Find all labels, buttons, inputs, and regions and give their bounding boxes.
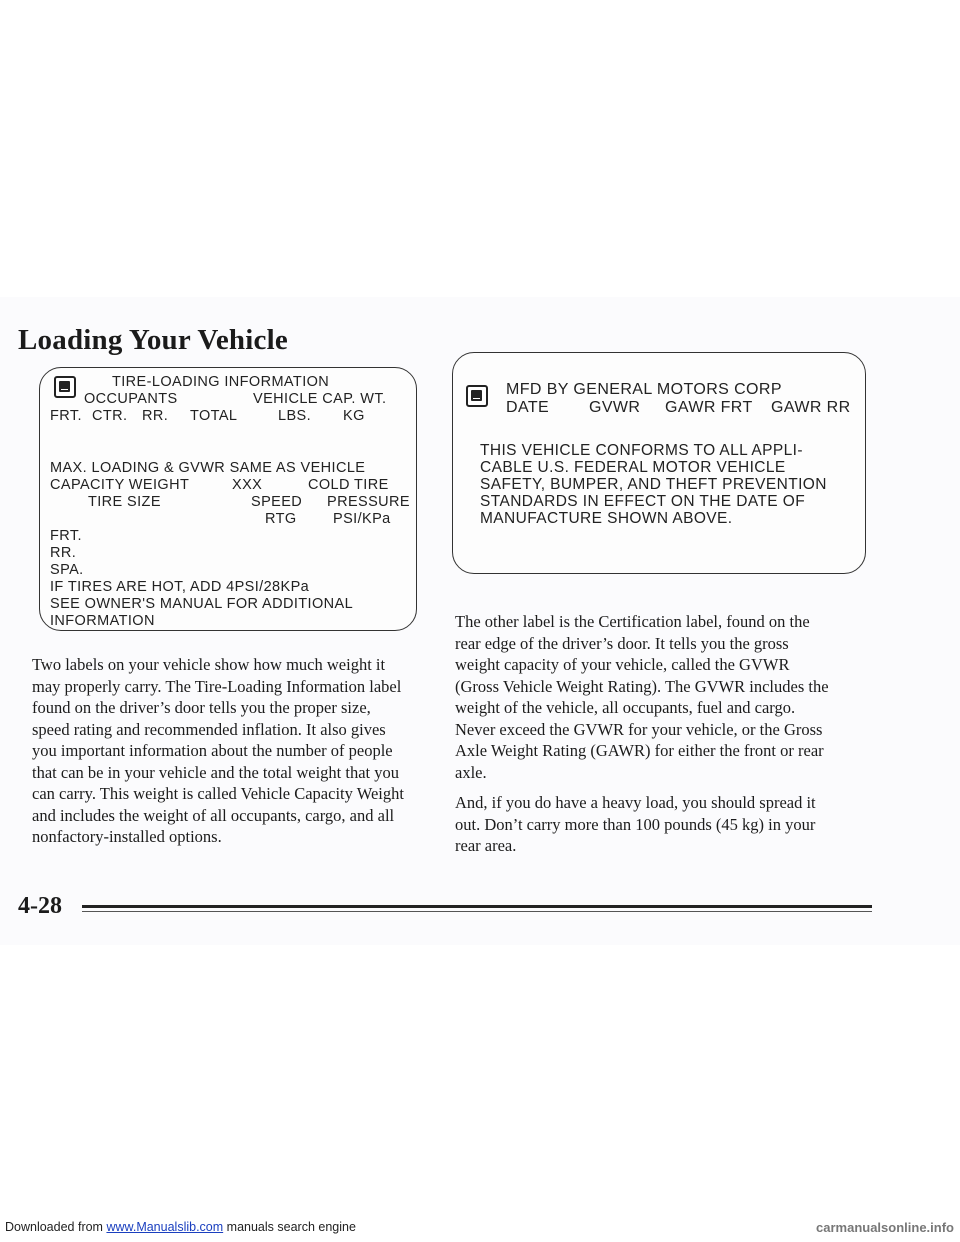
paragraph-line: The other label is the Certification label, found on the bbox=[455, 612, 810, 631]
label-rr: RR. bbox=[142, 408, 169, 424]
cert-gawr-rr: GAWR RR bbox=[771, 399, 851, 416]
cert-gvwr: GVWR bbox=[589, 399, 641, 416]
label-frt: FRT. bbox=[50, 408, 82, 424]
left-paragraph bbox=[32, 654, 432, 848]
paragraph-line: Never exceed the GVWR for your vehicle, or the Gross bbox=[455, 719, 823, 739]
download-prefix: Downloaded from bbox=[5, 1220, 103, 1234]
cert-gawr-frt: GAWR FRT bbox=[665, 399, 753, 416]
manualslib-link[interactable]: www.Manualslib.com bbox=[106, 1220, 224, 1234]
label-capacity-weight: CAPACITY WEIGHT bbox=[50, 477, 190, 493]
cert-body-line: STANDARDS IN EFFECT ON THE DATE OF bbox=[480, 493, 806, 510]
label-speed: SPEED bbox=[251, 494, 303, 510]
label-spa: SPA. bbox=[50, 562, 84, 578]
cert-date: DATE bbox=[506, 399, 550, 416]
download-source-line bbox=[5, 1220, 356, 1234]
paragraph-line: speed rating and recommended inflation. It also gives bbox=[32, 719, 386, 739]
paragraph-line: axle. bbox=[455, 762, 487, 782]
paragraph-line: weight of the vehicle, all occupants, fuel and cargo. bbox=[455, 698, 796, 717]
label-vehicle-cap: VEHICLE CAP. WT. bbox=[253, 391, 387, 407]
cert-body-line: CABLE U.S. FEDERAL MOTOR VEHICLE bbox=[480, 459, 786, 476]
paragraph-line: that can be in your vehicle and the total weight that you bbox=[32, 762, 400, 782]
site-watermark: carmanualsonline.info bbox=[816, 1220, 954, 1235]
label-rtg: RTG bbox=[265, 511, 297, 527]
download-suffix: manuals search engine bbox=[226, 1220, 356, 1234]
paragraph-line: can carry. This weight is called Vehicle Capacity Weight bbox=[32, 784, 404, 803]
paragraph-line: (Gross Vehicle Weight Rating). The GVWR includes the bbox=[455, 676, 829, 696]
tire-loading-label bbox=[39, 367, 417, 631]
paragraph-line: out. Don’t carry more than 100 pounds (45 kg) in your bbox=[455, 814, 816, 834]
paragraph-line: weight capacity of your vehicle, called the GVWR bbox=[455, 655, 790, 674]
page-title: Loading Your Vehicle bbox=[18, 324, 288, 356]
page-number: 4-28 bbox=[18, 893, 62, 919]
footer-rule bbox=[82, 905, 872, 908]
label-hot-tires: IF TIRES ARE HOT, ADD 4PSI/28KPa bbox=[50, 579, 310, 595]
cert-body-line: MANUFACTURE SHOWN ABOVE. bbox=[480, 510, 733, 527]
cert-manufacturer: MFD BY GENERAL MOTORS CORP bbox=[506, 381, 782, 398]
paragraph-line: Axle Weight Rating (GAWR) for either the front or rear bbox=[455, 741, 824, 760]
label-rr-2: RR. bbox=[50, 545, 77, 561]
right-paragraph-1 bbox=[455, 611, 885, 783]
footer-rule-thin bbox=[82, 911, 872, 912]
label-psi-kpa: PSI/KPa bbox=[333, 511, 391, 527]
label-total: TOTAL bbox=[190, 408, 238, 424]
cert-body-line: THIS VEHICLE CONFORMS TO ALL APPLI- bbox=[480, 442, 803, 459]
label-ctr: CTR. bbox=[92, 408, 128, 424]
label-see-manual: SEE OWNER'S MANUAL FOR ADDITIONAL bbox=[50, 596, 354, 612]
paragraph-line: And, if you do have a heavy load, you should spread it bbox=[455, 793, 816, 812]
paragraph-line: you important information about the number of people bbox=[32, 741, 393, 760]
paragraph-line: Two labels on your vehicle show how much weight it bbox=[32, 655, 386, 674]
label-xxx: XXX bbox=[232, 477, 263, 493]
label-kg: KG bbox=[343, 408, 365, 424]
paragraph-line: found on the driver’s door tells you the proper size, bbox=[32, 698, 371, 717]
label-frt-2: FRT. bbox=[50, 528, 82, 544]
gm-logo-icon bbox=[54, 376, 76, 398]
label-heading: TIRE-LOADING INFORMATION bbox=[112, 374, 330, 390]
paragraph-line: rear edge of the driver’s door. It tells you the gross bbox=[455, 633, 789, 653]
paragraph-line: nonfactory-installed options. bbox=[32, 827, 222, 846]
paragraph-line: and includes the weight of all occupants, cargo, and all bbox=[32, 805, 395, 825]
gm-logo-icon bbox=[466, 385, 488, 407]
label-pressure: PRESSURE bbox=[327, 494, 410, 510]
label-cold-tire: COLD TIRE bbox=[308, 477, 389, 493]
label-information: INFORMATION bbox=[50, 613, 155, 629]
label-tire-size: TIRE SIZE bbox=[88, 494, 161, 510]
label-max-loading: MAX. LOADING & GVWR SAME AS VEHICLE bbox=[50, 460, 366, 476]
right-paragraph-2 bbox=[455, 792, 885, 857]
paragraph-line: may properly carry. The Tire-Loading Information label bbox=[32, 676, 402, 696]
label-lbs: LBS. bbox=[278, 408, 312, 424]
paragraph-line: rear area. bbox=[455, 836, 517, 855]
cert-body-line: SAFETY, BUMPER, AND THEFT PREVENTION bbox=[480, 476, 827, 493]
label-occupants: OCCUPANTS bbox=[84, 391, 178, 407]
certification-label bbox=[452, 352, 866, 574]
